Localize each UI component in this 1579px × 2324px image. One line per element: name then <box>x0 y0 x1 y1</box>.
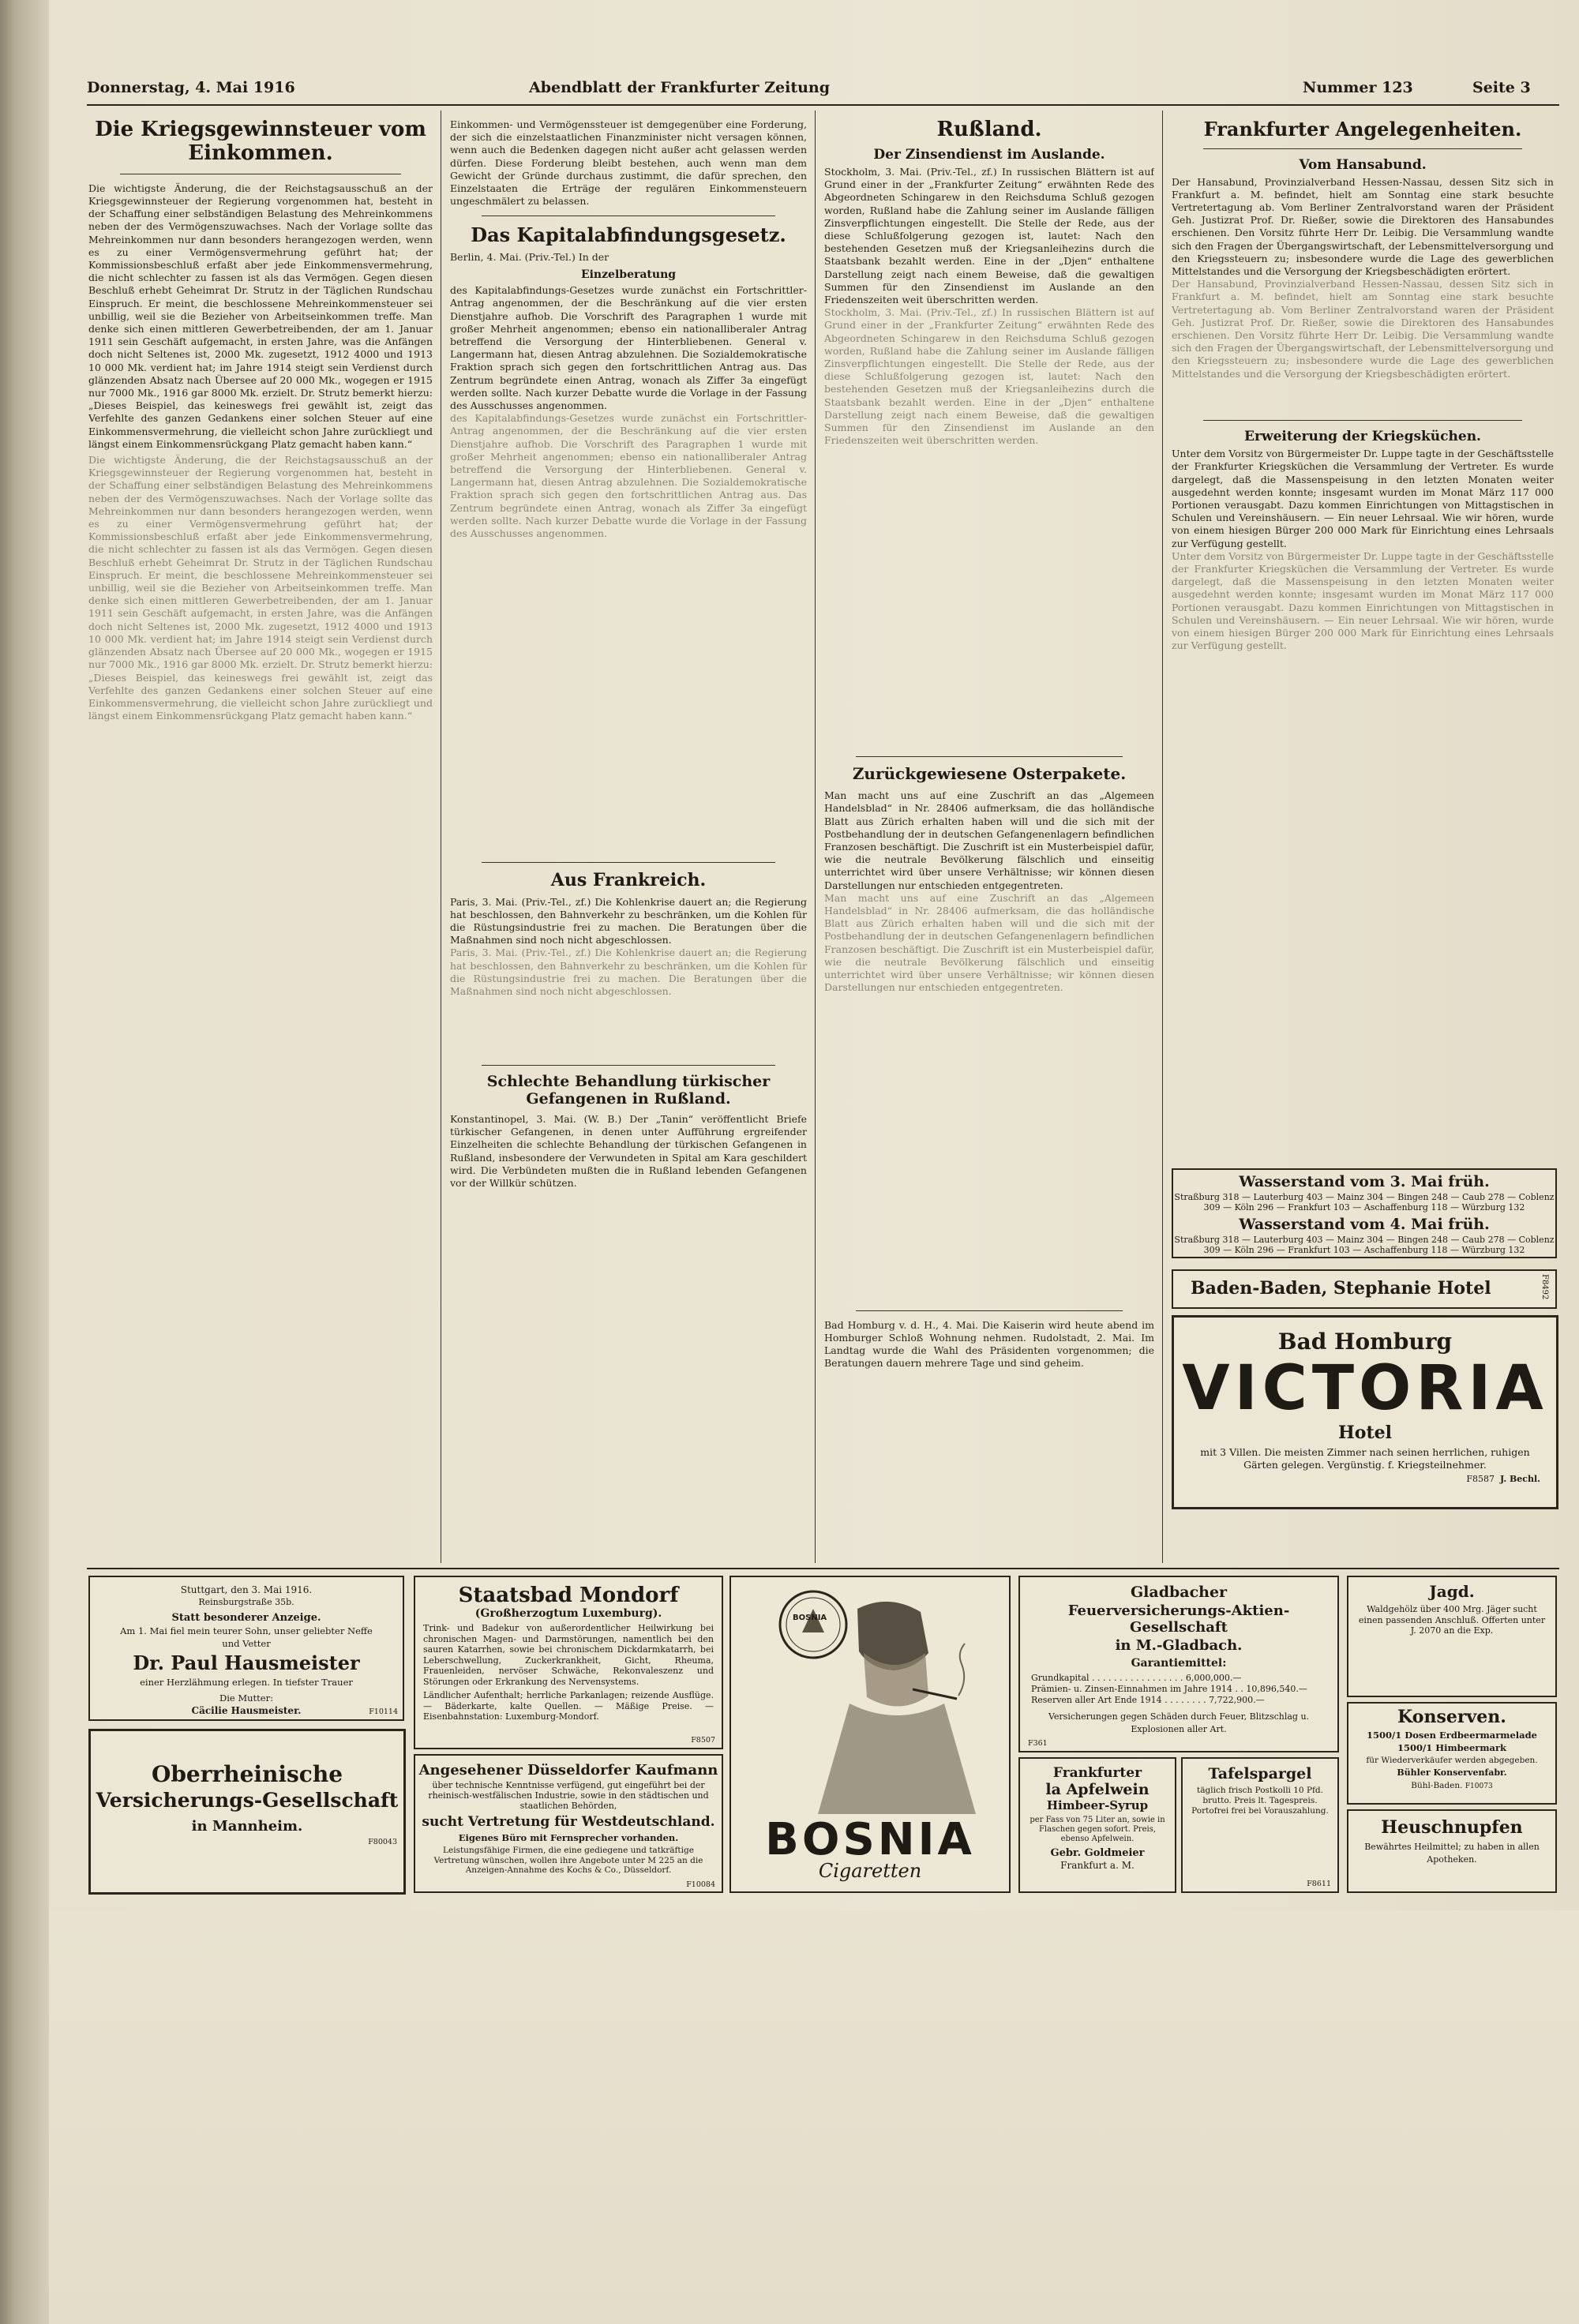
mondorf-text-2: Ländlicher Aufenthalt; herrliche Parkanlagen; reizende Ausflüge. — Bäderkarte, kalte Quellen. — Mäßige Preise. — Eisenbahnstation: Luxemburg-Mondorf. <box>423 1690 714 1722</box>
divider <box>856 1310 1123 1311</box>
article-headline: Schlechte Behandlung türkischer Gefangenen in Rußland. <box>486 1073 771 1108</box>
divider <box>856 756 1123 757</box>
mondorf-sub: (Großherzogtum Luxemburg). <box>474 1607 662 1620</box>
article-subhead: Der Zinsendienst im Auslande. <box>873 146 1105 163</box>
page-header <box>87 79 1555 106</box>
gladbach-row: Grundkapital . . . . . . . . . . . . . . . . . 6,000,000.— <box>1031 1673 1242 1683</box>
ad-code: F10084 <box>686 1880 715 1889</box>
ad-section-rule <box>87 1568 1559 1569</box>
victoria-text: mit 3 Villen. Die meisten Zimmer nach seinen herrlichen, ruhigen Gärten gelegen. Vergünstig. f. Kriegsteilnehmer. <box>1200 1446 1530 1471</box>
apfelwein-line-2: la Apfelwein <box>1045 1781 1150 1798</box>
header-page: Seite 3 <box>1472 79 1531 96</box>
konserven-text: für Wiederverkäufer werden abgegeben. <box>1366 1756 1538 1765</box>
jagd-title: Jagd. <box>1429 1582 1475 1601</box>
article-body: Man macht uns auf eine Zuschrift an das „Algemeen Handelsblad“ in Nr. 28406 aufmerksam, die das holländische Blatt aus Zürich erhalten haben will und die sich mit der Postbehandlung der in deutschen Gefangenenlagern befindlichen Franzosen beschäftigt. Die Zuschrift ist ein Musterbeispiel dafür, wie die neutrale Bevölkerung fälschlich und einseitig unterrichtet wird über unsere Verhältnisse; wir können diesen Darstellungen nur entschieden entgegentreten. <box>824 789 1154 891</box>
water-level-rows: Straßburg 318 — Lauterburg 403 — Mainz 304 — Bingen 248 — Caub 278 — Coblenz 309 — Köln 296 — Frankfurt 103 — Aschaffenburg 118 — Würzburg 132 <box>1174 1235 1555 1255</box>
article-subhead: Erweiterung der Kriegsküchen. <box>1244 429 1481 445</box>
victoria-hotel-ad <box>1172 1315 1558 1509</box>
header-number: Nummer 123 <box>1303 79 1413 96</box>
article-body: Bad Homburg v. d. H., 4. Mai. Die Kaiserin wird heute abend im Homburger Schloß Wohnung nehmen. Rudolstadt, 2. Mai. Im Landtag wurde die Wahl des Präsidenten vorgenommen; die Beratungen dauern mehrere Tage und sind geheim. <box>824 1318 1154 1370</box>
divider <box>482 862 775 863</box>
article-headline: Aus Frankreich. <box>550 870 707 891</box>
ad-code: F8587 <box>1466 1474 1495 1484</box>
tafelspargel-text: täglich frisch Postkolli 10 Pfd. brutto. Preis lt. Tagespreis. Portofrei frei bei Vorauszahlung. <box>1191 1786 1329 1816</box>
tafelspargel-ad <box>1181 1757 1339 1893</box>
notice-place: Stuttgart, den 3. Mai 1916. <box>180 1584 313 1595</box>
insurance-line-2: Versicherungs-Gesellschaft <box>96 1789 399 1812</box>
divider <box>1203 420 1522 421</box>
ad-code: F80043 <box>368 1838 397 1846</box>
column-divider <box>815 111 816 1563</box>
jagd-ad <box>1347 1576 1557 1697</box>
header-masthead: Abendblatt der Frankfurter Zeitung <box>529 79 831 96</box>
column-1 <box>88 118 433 1563</box>
victoria-owner: J. Bechl. <box>1499 1474 1540 1484</box>
apfelwein-line-1: Frankfurter <box>1052 1765 1142 1781</box>
gladbach-row: Prämien- u. Zinsen-Einnahmen im Jahre 1914 . . 10,896,540.— <box>1031 1684 1307 1694</box>
divider <box>482 1065 775 1066</box>
bosnia-name: BOSNIA <box>765 1814 975 1865</box>
konserven-maker: Bühler Konservenfabr. <box>1397 1767 1507 1778</box>
mondorf-text: Trink- und Badekur von außerordentlicher Heilwirkung bei chronischen Magen- und Darmstörungen, namentlich bei den sauren Katarrhen, sowie bei chronischem Dickdarmkatarrh, bei Leberschwellung, Zuckerkrankheit, Gicht, Rheuma, Frauenleiden, nervöser Schwäche, Rekonvaleszenz und Störungen oder Erkrankung des Nervensystems. <box>423 1623 714 1687</box>
article-body: Die wichtigste Änderung, die der Reichstagsausschuß an der Kriegsgewinnsteuer der Regierung vorgenommen hat, besteht in der Schaffung einer selbständigen Belastung des Mehreinkommens neben der des Vermögenszuwachses. Nach der Vorlage sollte das Mehreinkommen nur dann besonders herangezogen werden, wenn es zu einer Vermögensvermehrung geführt hat; der Kommissionsbeschluß erfaßt aber jede Einkommensvermehrung, die nicht schlechter zu fassen ist als das Vermögen. Gegen diesen Beschluß erhebt Geheimrat Dr. Strutz in der Täglichen Rundschau Einspruch. Er meint, die beschlossene Mehreinkommensteuer sei unbillig, weil sie die Bezieher von Arbeitseinkommen treffe. Man denke sich einen mittleren Gewerbetreibenden, der am 1. Januar 1911 sein Geschäft aufgemacht, in ersten Jahre, was die Anfängen doch nicht Seltenes ist, 2000 Mk. zugesetzt, 1912 4000 und 1913 10 000 Mk. verdient hat; im Jahre 1914 steigt sein Verdienst durch glänzenden Absatz nach Übersee auf 20 000 Mk., wogegen er 1915 nur 7000 Mk., 1916 gar 8000 Mk. erzielt. Dr. Strutz bemerkt hierzu: „Dieses Beispiel, das keineswegs frei gewählt ist, zeigt das Verfehlte des ganzen Gedankens einer solchen Steuer auf eine Einkommensvermehrung, die vielleicht schon Jahre zurückliegt und längst einem Einkommensrückgang Platz gemacht haben kann.“ <box>88 182 433 450</box>
kaufmann-line-2: sucht Vertretung für Westdeutschland. <box>422 1814 715 1830</box>
notice-mother: Die Mutter: <box>219 1692 273 1704</box>
ad-code: F361 <box>1028 1739 1048 1748</box>
victoria-name: VICTORIA <box>1182 1353 1548 1424</box>
notice-title: Statt besonderer Anzeige. <box>171 1612 321 1624</box>
victoria-place: Bad Homburg <box>1277 1329 1453 1355</box>
divider <box>1203 148 1522 149</box>
article-subhead: Einzelberatung <box>580 268 677 282</box>
tafelspargel-title: Tafelspargel <box>1208 1765 1312 1782</box>
ad-code: F8492 <box>1540 1274 1549 1300</box>
heuschnupfen-title: Heuschnupfen <box>1381 1817 1523 1838</box>
notice-text: Am 1. Mai fiel mein teurer Sohn, unser geliebter Neffe und Vetter <box>120 1625 373 1649</box>
gladbach-line-1: Gladbacher <box>1130 1584 1228 1601</box>
column-2 <box>450 118 807 1563</box>
article-body-continued: Man macht uns auf eine Zuschrift an das „Algemeen Handelsblad“ in Nr. 28406 aufmerksam, die das holländische Blatt aus Zürich erhalten haben will und die sich mit der Postbehandlung der in deutschen Gefangenenlagern befindlichen Franzosen beschäftigt. Die Zuschrift ist ein Musterbeispiel dafür, wie die neutrale Bevölkerung fälschlich und einseitig unterrichtet wird über unsere Verhältnisse; wir können diesen Darstellungen nur entschieden entgegentreten. <box>824 891 1154 994</box>
konserven-ad <box>1347 1702 1557 1805</box>
water-level-title: Wasserstand vom 3. Mai früh. <box>1239 1173 1490 1190</box>
article-body: Konstantinopel, 3. Mai. (W. B.) Der „Tanin“ veröffentlicht Briefe türkischer Gefangenen, in denen unter Aufführung ergreifender Einzelheiten die schlechte Behandlung der türkischen Gefangenen in Rußland, insbesondere der Verwundeten in Spital am Kara geschildert wird. Die Verbündeten mußten die in Rußland lebenden Gefangenen vor der Willkür schützen. <box>450 1113 807 1190</box>
insurance-mannheim-ad <box>88 1729 406 1895</box>
article-body: des Kapitalabfindungs-Gesetzes wurde zunächst ein Fortschrittler-Antrag angenommen, der die Beschränkung auf die vier ersten Dienstjahre aufhob. Die Vorschrift des Paragraphen 1 wurde mit großer Mehrheit angenommen; ebenso ein nationalliberaler Antrag betreffend die Versorgung der Hinterbliebenen. General v. Langermann hat, diesen Antrag abzulehnen. Die Sozialdemokratische Fraktion sprach sich gegen den fortschrittlichen Antrag aus. Das Zentrum begründete einen Antrag, wonach als Ziffer 3a eingefügt werden sollte. Nach kurzer Debatte wurde die Vorlage in der Fassung des Ausschusses angenommen. <box>450 284 807 412</box>
article-subhead: Vom Hansabund. <box>1299 156 1427 173</box>
article-headline: Die Kriegsgewinnsteuer vom Einkommen. <box>95 118 426 165</box>
notice-address: Reinsburgstraße 35b. <box>198 1597 294 1607</box>
article-body-continued: Stockholm, 3. Mai. (Priv.-Tel., zf.) In russischen Blättern ist auf Grund einer in der „Frankfurter Zeitung“ erwähnten Rede des Abgeordneten Schingarew in den Reichsduma Schluß gezogen worden, Rußland habe die Zahlung seiner im Auslande fälligen Zinsverpflichtungen eingestellt. Die Stelle der Rede, aus der diese Schlußfolgerung gezogen ist, lautet: Nach den bestehenden Gesetzen muß der Kriegsanleihezins durch die Staatsbank bezahlt werden. Eine in der „Djen“ enthaltene Darstellung zeigt nach einem Beweise, daß die gewaltigen Summen für den Zinsendienst im Auslande an den Friedenszeiten weit überschritten werden. <box>824 306 1154 447</box>
gladbach-line-2: Feuerversicherungs-Aktien-Gesellschaft <box>1067 1602 1290 1636</box>
article-dateline: Berlin, 4. Mai. (Priv.-Tel.) In der <box>450 251 609 264</box>
notice-name: Dr. Paul Hausmeister <box>133 1651 360 1674</box>
bosnia-cigarettes-ad <box>729 1576 1011 1893</box>
konserven-city: Bühl-Baden. <box>1411 1781 1463 1790</box>
kaufmann-line-3: Eigenes Büro mit Fernsprecher vorhanden. <box>458 1832 679 1843</box>
victoria-sub: Hotel <box>1338 1423 1392 1443</box>
article-body: Paris, 3. Mai. (Priv.-Tel., zf.) Die Kohlenkrise dauert an; die Regierung hat beschlossen, den Bahnverkehr zu beschränken, um die Kohlen für die Rüstungsindustrie frei zu machen. Die Beratungen über die Maßnahmen sind noch nicht abgeschlossen. <box>450 895 807 946</box>
book-spine-shadow <box>0 0 49 2324</box>
mondorf-title: Staatsbad Mondorf <box>458 1584 679 1607</box>
article-headline: Rußland. <box>936 118 1042 141</box>
hotel-ad <box>1172 1269 1557 1309</box>
article-body: Stockholm, 3. Mai. (Priv.-Tel., zf.) In russischen Blättern ist auf Grund einer in der „Frankfurter Zeitung“ erwähnten Rede des Abgeordneten Schingarew in den Reichsduma Schluß gezogen worden, Rußland habe die Zahlung seiner im Auslande fälligen Zinsverpflichtungen eingestellt. Die Stelle der Rede, aus der diese Schlußfolgerung gezogen ist, lautet: Nach den bestehenden Gesetzen muß der Kriegsanleihezins durch die Staatsbank bezahlt werden. Eine in der „Djen“ enthaltene Darstellung zeigt nach einem Beweise, daß die gewaltigen Summen für den Zinsendienst im Auslande an den Friedenszeiten weit überschritten werden. <box>824 165 1154 305</box>
bosnia-sub: Cigaretten <box>818 1860 922 1882</box>
article-headline: Frankfurter Angelegenheiten. <box>1203 118 1522 141</box>
article-body-continued: des Kapitalabfindungs-Gesetzes wurde zunächst ein Fortschrittler-Antrag angenommen, der die Beschränkung auf die vier ersten Dienstjahre aufhob. Die Vorschrift des Paragraphen 1 wurde mit großer Mehrheit angenommen; ebenso ein nationalliberaler Antrag betreffend die Versorgung der Hinterbliebenen. General v. Langermann hat, diesen Antrag abzulehnen. Die Sozialdemokratische Fraktion sprach sich gegen den fortschrittlichen Antrag aus. Das Zentrum begründete einen Antrag, wonach als Ziffer 3a eingefügt werden sollte. Nach kurzer Debatte wurde die Vorlage in der Fassung des Ausschusses angenommen. <box>450 412 807 540</box>
konserven-title: Konserven. <box>1397 1707 1506 1727</box>
kaufmann-text: über technische Kenntnisse verfügend, gut eingeführt bei der rheinisch-westfälischen Industrie, sowie in den städtischen und staatlichen Behörden, <box>428 1780 709 1811</box>
article-intro: Einkommen- und Vermögenssteuer ist demgegenüber eine Forderung, der sich die einzelstaatlichen Finanzminister nicht versagen können, wenn auch die Bedenken dagegen nicht außer acht gelassen werden dürfen. Diese Forderung bleibt bestehen, auch wenn man dem Gewicht der Gründe durchaus zustimmt, die dafür sprechen, den Einzelstaaten die Erträge der regulären Einkommensteuern ungeschmälert zu belassen. <box>450 118 807 208</box>
water-level-box <box>1172 1168 1557 1258</box>
water-level-rows: Straßburg 318 — Lauterburg 403 — Mainz 304 — Bingen 248 — Caub 278 — Coblenz 309 — Köln 296 — Frankfurt 103 — Aschaffenburg 118 — Würzburg 132 <box>1174 1192 1555 1213</box>
robe-shape <box>818 1704 976 1814</box>
heuschnupfen-text: Bewährtes Heilmittel; zu haben in allen Apotheken. <box>1364 1842 1540 1865</box>
article-body-continued: Die wichtigste Änderung, die der Reichstagsausschuß an der Kriegsgewinnsteuer der Regierung vorgenommen hat, besteht in der Schaffung einer selbständigen Belastung des Mehreinkommens neben der des Vermögenszuwachses. Nach der Vorlage sollte das Mehreinkommen nur dann besonders herangezogen werden, wenn es zu einer Vermögensvermehrung geführt hat; der Kommissionsbeschluß erfaßt aber jede Einkommensvermehrung, die nicht schlechter zu fassen ist als das Vermögen. Gegen diesen Beschluß erhebt Geheimrat Dr. Strutz in der Täglichen Rundschau Einspruch. Er meint, die beschlossene Mehreinkommensteuer sei unbillig, weil sie die Bezieher von Arbeitseinkommen treffe. Man denke sich einen mittleren Gewerbetreibenden, der am 1. Januar 1911 sein Geschäft aufgemacht, in ersten Jahre, was die Anfängen doch nicht Seltenes ist, 2000 Mk. zugesetzt, 1912 4000 und 1913 10 000 Mk. verdient hat; im Jahre 1914 steigt sein Verdienst durch glänzenden Absatz nach Übersee auf 20 000 Mk., wogegen er 1915 nur 7000 Mk., 1916 gar 8000 Mk. erzielt. Dr. Strutz bemerkt hierzu: „Dieses Beispiel, das keineswegs frei gewählt ist, zeigt das Verfehlte des ganzen Gedankens einer solchen Steuer auf eine Einkommensvermehrung, die vielleicht schon Jahre zurückliegt und längst einem Einkommensrückgang Platz gemacht haben kann.“ <box>88 454 433 722</box>
header-date: Donnerstag, 4. Mai 1916 <box>87 79 295 96</box>
column-divider <box>1162 111 1163 1563</box>
gladbach-rows <box>1031 1673 1326 1706</box>
ad-code: F10114 <box>369 1707 398 1716</box>
gladbach-text: Versicherungen gegen Schäden durch Feuer, Blitzschlag u. Explosionen aller Art. <box>1048 1711 1310 1734</box>
ad-code: F8611 <box>1307 1880 1331 1888</box>
ad-code: F10073 <box>1465 1782 1493 1790</box>
article-body-continued: Der Hansabund, Provinzialverband Hessen-Nassau, dessen Sitz sich in Frankfurt a. M. befindet, hielt am Sonntag eine stark besuchte Vertretertagung ab. Vom Berliner Zentralvorstand waren der Präsident Geh. Justizrat Prof. Dr. Rießer, sowie die Direktoren des Hansabundes erschienen. Den Vorsitz führte Herr Dr. Leibig. Die Versammlung wandte sich den Fragen der Übergangswirtschaft, der Lebensmittelversorgung und den Kriegssteuern zu; insbesondere wurde die Lage des gewerblichen Mittelstandes und die Versorgung der Kriegsbeschädigten erörtert. <box>1172 278 1554 380</box>
article-body-continued: Unter dem Vorsitz von Bürgermeister Dr. Luppe tagte in der Geschäftsstelle der Frankfurter Kriegsküchen die Versammlung der Vertreter. Es wurde dargelegt, daß die Massenspeisung in den letzten Monaten weiter ausgedehnt werden konnte; insgesamt wurden im Monat März 117 000 Portionen verausgabt. Dazu kommen Einrichtungen von Mittagstischen in Schulen und Vereinshäusern. — Ein neuer Lehrsaal. Wie wir hören, wurde von einem hiesigen Bürger 200 000 Mark für Einrichtung eines Lehrsaals zur Verfügung gestellt. <box>1172 549 1554 652</box>
konserven-line-2: 1500/1 Himbeermark <box>1397 1742 1506 1753</box>
article-body: Unter dem Vorsitz von Bürgermeister Dr. Luppe tagte in der Geschäftsstelle der Frankfurter Kriegsküchen die Versammlung der Vertreter. Es wurde dargelegt, daß die Massenspeisung in den letzten Monaten weiter ausgedehnt werden konnte; insgesamt wurden im Monat März 117 000 Portionen verausgabt. Dazu kommen Einrichtungen von Mittagstischen in Schulen und Vereinshäusern. — Ein neuer Lehrsaal. Wie wir hören, wurde von einem hiesigen Bürger 200 000 Mark für Einrichtung eines Lehrsaals zur Verfügung gestellt. <box>1172 448 1554 549</box>
kaufmann-ad <box>414 1754 723 1893</box>
apfelwein-ad <box>1018 1757 1176 1893</box>
column-4 <box>1172 118 1554 1160</box>
column-3 <box>824 118 1154 1563</box>
article-headline: Das Kapitalabfindungsgesetz. <box>471 223 786 247</box>
article-headline: Zurückgewiesene Osterpakete. <box>852 764 1127 784</box>
insurance-line-1: Oberrheinische <box>151 1761 343 1787</box>
ad-code: F8507 <box>691 1736 715 1745</box>
smoke-line <box>958 1644 965 1696</box>
notice-text-2: einer Herzlähmung erlegen. In tiefster Trauer <box>140 1677 353 1688</box>
hotel-name: Baden-Baden, Stephanie Hotel <box>1191 1278 1491 1299</box>
gladbacher-insurance-ad <box>1018 1576 1339 1752</box>
konserven-line-1: 1500/1 Dosen Erdbeermarmelade <box>1367 1730 1537 1741</box>
apfelwein-text: per Fass von 75 Liter an, sowie in Flaschen gegen sofort. Preis, ebenso Apfelwein. <box>1030 1816 1165 1843</box>
apfelwein-city: Frankfurt a. M. <box>1060 1860 1135 1871</box>
heuschnupfen-ad <box>1347 1809 1557 1893</box>
jagd-text: Waldgehölz über 400 Mrg. Jäger sucht einen passenden Anschluß. Offerten unter J. 2070 an die Exp. <box>1358 1604 1546 1636</box>
apfelwein-maker: Gebr. Goldmeier <box>1050 1847 1145 1859</box>
apfelwein-line-3: Himbeer-Syrup <box>1046 1798 1149 1812</box>
death-notice <box>88 1576 404 1721</box>
insurance-line-3: in Mannheim. <box>191 1818 303 1835</box>
gladbach-row: Reserven aller Art Ende 1914 . . . . . . . . 7,722,900.— <box>1031 1695 1265 1705</box>
header-rule <box>87 104 1559 106</box>
bosnia-illustration <box>731 1577 1009 1814</box>
article-body: Der Hansabund, Provinzialverband Hessen-Nassau, dessen Sitz sich in Frankfurt a. M. befindet, hielt am Sonntag eine stark besuchte Vertretertagung ab. Vom Berliner Zentralvorstand waren der Präsident Geh. Justizrat Prof. Dr. Rießer, sowie die Direktoren des Hansabundes erschienen. Den Vorsitz führte Herr Dr. Leibig. Die Versammlung wandte sich den Fragen der Übergangswirtschaft, der Lebensmittelversorgung und den Kriegssteuern zu; insbesondere wurde die Lage des gewerblichen Mittelstandes und die Versorgung der Kriegsbeschädigten erörtert. <box>1172 175 1554 278</box>
water-level-title: Wasserstand vom 4. Mai früh. <box>1239 1216 1490 1233</box>
kaufmann-text-2: Leistungsfähige Firmen, die eine gediegene und tatkräftige Vertretung wünschen, wollen ihre Angebote unter M 225 an die Anzeigen-Annahme des Kochs & Co., Düsseldorf. <box>433 1846 703 1875</box>
gladbach-sub: Garantiemittel: <box>1131 1657 1227 1670</box>
gladbach-line-3: in M.-Gladbach. <box>1115 1637 1243 1654</box>
page-margin-bottom <box>49 1910 1579 2324</box>
bosnia-badge-text: BOSNIA <box>793 1614 827 1622</box>
notice-mother-name: Cäcilie Hausmeister. <box>191 1705 302 1716</box>
kaufmann-line-1: Angesehener Düsseldorfer Kaufmann <box>418 1762 718 1779</box>
article-body-continued: Paris, 3. Mai. (Priv.-Tel., zf.) Die Kohlenkrise dauert an; die Regierung hat beschlossen, den Bahnverkehr zu beschränken, um die Kohlen für die Rüstungsindustrie frei zu machen. Die Beratungen über die Maßnahmen sind noch nicht abgeschlossen. <box>450 946 807 997</box>
mondorf-ad <box>414 1576 723 1749</box>
